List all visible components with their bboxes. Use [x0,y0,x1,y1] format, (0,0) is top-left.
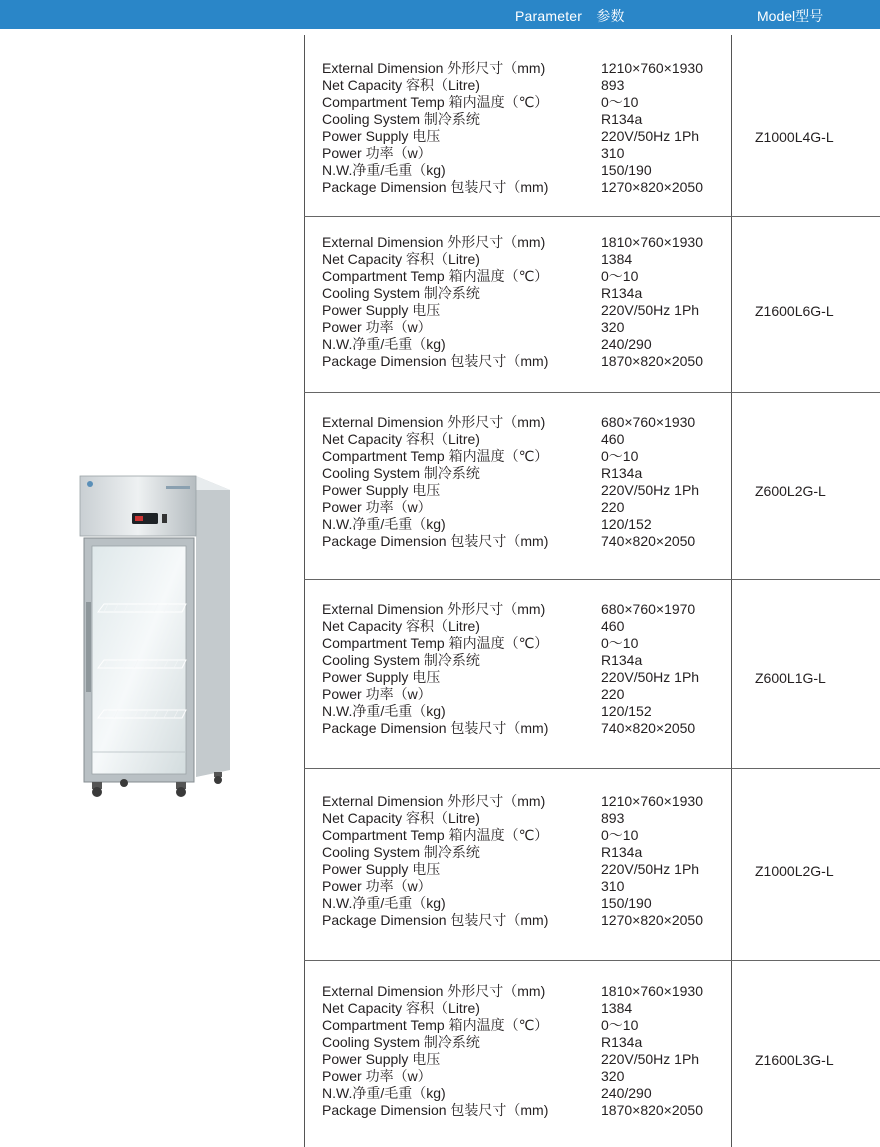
spec-line [322,1000,741,1017]
spec-label: Power 功率（w） [322,145,432,161]
spec-value: 1810×760×1930 [601,234,703,250]
spec-label: Power 功率（w） [322,686,432,702]
spec-value: 220V/50Hz 1Ph [601,128,700,144]
spec-line [322,810,741,827]
spec-value: 120/152 [601,703,652,719]
product-row [304,217,880,393]
spec-label: Power Supply 电压 [322,861,441,877]
model-number: Z1600L3G-L [755,1052,834,1068]
spec-line [322,128,741,145]
spec-list [322,983,741,1119]
spec-label: Cooling System 制冷系统 [322,465,480,481]
spec-label: Power 功率（w） [322,878,432,894]
spec-label: Package Dimension 包装尺寸（mm) [322,1102,549,1118]
spec-label: N.W.净重/毛重（kg) [322,516,446,532]
spec-value: 240/290 [601,336,652,352]
spec-label: Package Dimension 包装尺寸（mm) [322,533,549,549]
spec-line [322,652,741,669]
spec-label: N.W.净重/毛重（kg) [322,895,446,911]
spec-value: 150/190 [601,162,652,178]
spec-line [322,635,741,652]
spec-value: R134a [601,1034,643,1050]
spec-line [322,465,741,482]
spec-value: 680×760×1930 [601,414,696,430]
spec-value: R134a [601,652,643,668]
spec-value: R134a [601,285,643,301]
spec-label: Power Supply 电压 [322,669,441,685]
spec-table [304,35,880,1147]
spec-value: 240/290 [601,1085,652,1101]
spec-line [322,793,741,810]
product-row [304,393,880,580]
parameter-header: Parameter 参数 [515,8,625,24]
spec-line [322,720,741,737]
spec-label: Compartment Temp 箱内温度（℃） [322,448,549,464]
spec-value: 0～10 [601,268,639,284]
spec-line [322,601,741,618]
spec-line [322,414,741,431]
spec-label: Compartment Temp 箱内温度（℃） [322,635,549,651]
spec-value: 1870×820×2050 [601,1102,703,1118]
spec-label: Cooling System 制冷系统 [322,1034,480,1050]
spec-value: 220V/50Hz 1Ph [601,1051,700,1067]
spec-line [322,336,741,353]
spec-line [322,268,741,285]
spec-label: Cooling System 制冷系统 [322,844,480,860]
spec-line [322,827,741,844]
spec-line [322,533,741,550]
spec-value: 220V/50Hz 1Ph [601,302,700,318]
spec-label: External Dimension 外形尺寸（mm) [322,983,546,999]
spec-label: Compartment Temp 箱内温度（℃） [322,1017,549,1033]
model-header: Model型号 [757,8,824,24]
spec-label: Net Capacity 容积（Litre) [322,810,480,826]
spec-label: N.W.净重/毛重（kg) [322,162,446,178]
spec-line [322,703,741,720]
spec-line [322,77,741,94]
spec-value: 310 [601,145,625,161]
spec-line [322,431,741,448]
model-number: Z600L1G-L [755,670,826,686]
spec-line [322,482,741,499]
spec-label: Net Capacity 容积（Litre) [322,618,480,634]
spec-line [322,1102,741,1119]
spec-line [322,302,741,319]
spec-label: Power 功率（w） [322,1068,432,1084]
spec-list [322,601,741,737]
spec-label: Compartment Temp 箱内温度（℃） [322,94,549,110]
spec-list [322,414,741,550]
spec-label: N.W.净重/毛重（kg) [322,336,446,352]
model-number: Z1000L2G-L [755,863,834,879]
spec-line [322,251,741,268]
model-number: Z600L2G-L [755,483,826,499]
spec-line [322,353,741,370]
spec-value: 740×820×2050 [601,720,696,736]
spec-value: 740×820×2050 [601,533,696,549]
spec-value: 220V/50Hz 1Ph [601,669,700,685]
spec-line [322,145,741,162]
spec-label: Power 功率（w） [322,319,432,335]
spec-label: External Dimension 外形尺寸（mm) [322,60,546,76]
spec-label: External Dimension 外形尺寸（mm) [322,234,546,250]
spec-value: 0～10 [601,448,639,464]
spec-label: Power Supply 电压 [322,302,441,318]
spec-list [322,793,741,929]
spec-value: 1870×820×2050 [601,353,703,369]
spec-label: External Dimension 外形尺寸（mm) [322,601,546,617]
spec-value: 320 [601,319,625,335]
spec-line [322,1068,741,1085]
spec-label: Cooling System 制冷系统 [322,652,480,668]
spec-label: Package Dimension 包装尺寸（mm) [322,179,549,195]
spec-value: 1810×760×1930 [601,983,703,999]
product-row [304,35,880,217]
spec-label: Net Capacity 容积（Litre) [322,251,480,267]
spec-line [322,94,741,111]
spec-line [322,162,741,179]
spec-label: Cooling System 制冷系统 [322,285,480,301]
spec-value: 460 [601,618,625,634]
spec-label: Power Supply 电压 [322,128,441,144]
spec-value: R134a [601,111,643,127]
spec-label: Net Capacity 容积（Litre) [322,77,480,93]
spec-line [322,516,741,533]
product-row [304,961,880,1147]
spec-value: 220V/50Hz 1Ph [601,482,700,498]
refrigerator-image [78,472,238,802]
spec-line [322,861,741,878]
model-number: Z1600L6G-L [755,303,834,319]
spec-value: 0～10 [601,827,639,843]
spec-line [322,234,741,251]
spec-line [322,1034,741,1051]
spec-value: 150/190 [601,895,652,911]
spec-label: N.W.净重/毛重（kg) [322,703,446,719]
spec-value: 120/152 [601,516,652,532]
spec-label: Cooling System 制冷系统 [322,111,480,127]
spec-line [322,895,741,912]
spec-line [322,983,741,1000]
spec-label: External Dimension 外形尺寸（mm) [322,414,546,430]
spec-value: 460 [601,431,625,447]
spec-value: 220 [601,686,625,702]
spec-line [322,1051,741,1068]
spec-value: 220 [601,499,625,515]
spec-value: 1210×760×1930 [601,60,703,76]
model-number: Z1000L4G-L [755,129,834,145]
spec-line [322,499,741,516]
spec-label: Compartment Temp 箱内温度（℃） [322,827,549,843]
spec-value: 320 [601,1068,625,1084]
spec-line [322,179,741,196]
spec-line [322,448,741,465]
spec-label: Net Capacity 容积（Litre) [322,431,480,447]
spec-line [322,285,741,302]
spec-value: 1270×820×2050 [601,179,703,195]
spec-value: 893 [601,77,625,93]
spec-label: N.W.净重/毛重（kg) [322,1085,446,1101]
spec-value: 1270×820×2050 [601,912,703,928]
spec-line [322,1017,741,1034]
spec-value: 310 [601,878,625,894]
spec-value: 680×760×1970 [601,601,696,617]
spec-value: 0～10 [601,1017,639,1033]
spec-value: 1210×760×1930 [601,793,703,809]
spec-value: 220V/50Hz 1Ph [601,861,700,877]
spec-line [322,844,741,861]
product-row [304,769,880,961]
spec-line [322,878,741,895]
spec-line [322,319,741,336]
spec-line [322,618,741,635]
spec-label: Power 功率（w） [322,499,432,515]
spec-line [322,1085,741,1102]
spec-line [322,60,741,77]
spec-label: Power Supply 电压 [322,1051,441,1067]
spec-label: External Dimension 外形尺寸（mm) [322,793,546,809]
spec-value: R134a [601,465,643,481]
spec-value: 0～10 [601,94,639,110]
spec-line [322,686,741,703]
spec-label: Package Dimension 包装尺寸（mm) [322,912,549,928]
spec-line [322,111,741,128]
spec-label: Package Dimension 包装尺寸（mm) [322,720,549,736]
spec-label: Compartment Temp 箱内温度（℃） [322,268,549,284]
spec-list [322,234,741,370]
table-header [0,0,880,29]
spec-value: 1384 [601,1000,633,1016]
spec-label: Net Capacity 容积（Litre) [322,1000,480,1016]
spec-label: Power Supply 电压 [322,482,441,498]
product-row [304,580,880,769]
spec-line [322,669,741,686]
spec-value: R134a [601,844,643,860]
spec-line [322,912,741,929]
spec-label: Package Dimension 包装尺寸（mm) [322,353,549,369]
spec-list [322,60,741,196]
spec-value: 0～10 [601,635,639,651]
spec-value: 1384 [601,251,633,267]
spec-value: 893 [601,810,625,826]
